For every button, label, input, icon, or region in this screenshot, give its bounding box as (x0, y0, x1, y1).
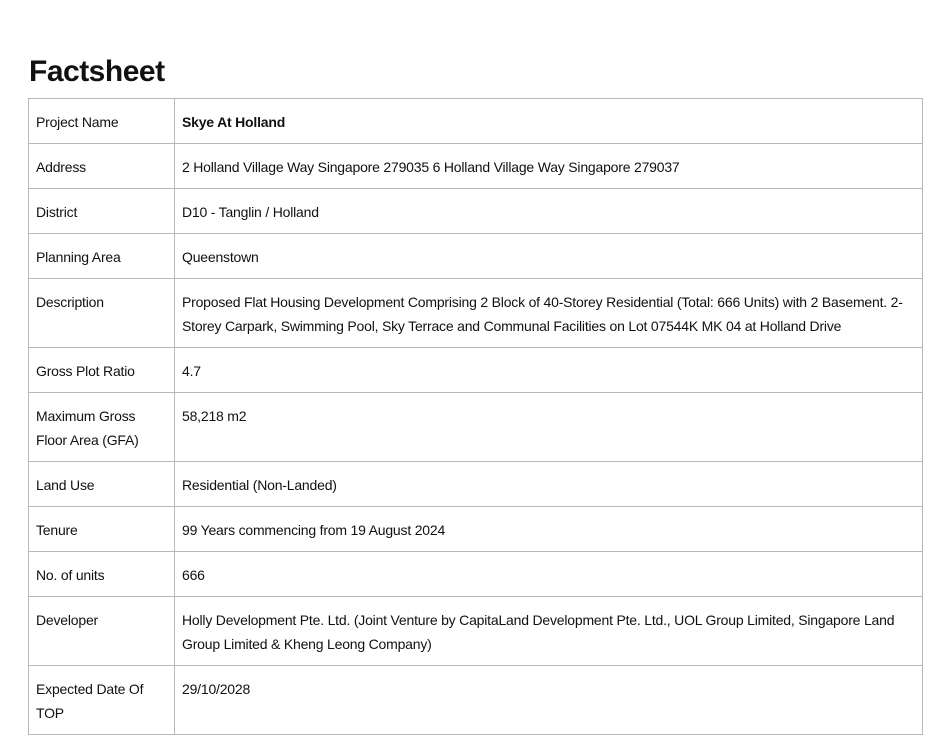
row-value: Skye At Holland (175, 99, 923, 144)
table-row (29, 279, 923, 348)
row-label: Expected Date Of TOP (29, 666, 175, 735)
table-row (29, 462, 923, 507)
table-row (29, 348, 923, 393)
row-label: Maximum Gross Floor Area (GFA) (29, 393, 175, 462)
row-label: Project Name (29, 99, 175, 144)
table-row (29, 666, 923, 735)
factsheet-table (28, 98, 923, 735)
table-row (29, 507, 923, 552)
row-value: Queenstown (175, 234, 923, 279)
table-row (29, 552, 923, 597)
row-label: Address (29, 144, 175, 189)
row-value: 4.7 (175, 348, 923, 393)
row-label: Planning Area (29, 234, 175, 279)
row-value: D10 - Tanglin / Holland (175, 189, 923, 234)
row-label: Developer (29, 597, 175, 666)
row-label: Tenure (29, 507, 175, 552)
table-row (29, 234, 923, 279)
row-label: Land Use (29, 462, 175, 507)
row-value: Holly Development Pte. Ltd. (Joint Venture by CapitaLand Development Pte. Ltd., UOL Group Limited, Singapore Land Group Limited & Kheng Leong Company) (175, 597, 923, 666)
row-value: 58,218 m2 (175, 393, 923, 462)
row-value: 29/10/2028 (175, 666, 923, 735)
row-value: Residential (Non-Landed) (175, 462, 923, 507)
table-row (29, 144, 923, 189)
row-value: 99 Years commencing from 19 August 2024 (175, 507, 923, 552)
table-row (29, 99, 923, 144)
row-value: 2 Holland Village Way Singapore 279035 6 Holland Village Way Singapore 279037 (175, 144, 923, 189)
row-label: Gross Plot Ratio (29, 348, 175, 393)
row-value: Proposed Flat Housing Development Comprising 2 Block of 40-Storey Residential (Total: 666 Units) with 2 Basement. 2-Storey Carpark, Swimming Pool, Sky Terrace and Communal Facilities on Lot 07544K MK 04 at Holland Drive (175, 279, 923, 348)
page-title: Factsheet (29, 55, 165, 88)
table-row (29, 189, 923, 234)
row-label: District (29, 189, 175, 234)
table-row (29, 597, 923, 666)
table-row (29, 393, 923, 462)
row-label: No. of units (29, 552, 175, 597)
row-value: 666 (175, 552, 923, 597)
row-label: Description (29, 279, 175, 348)
